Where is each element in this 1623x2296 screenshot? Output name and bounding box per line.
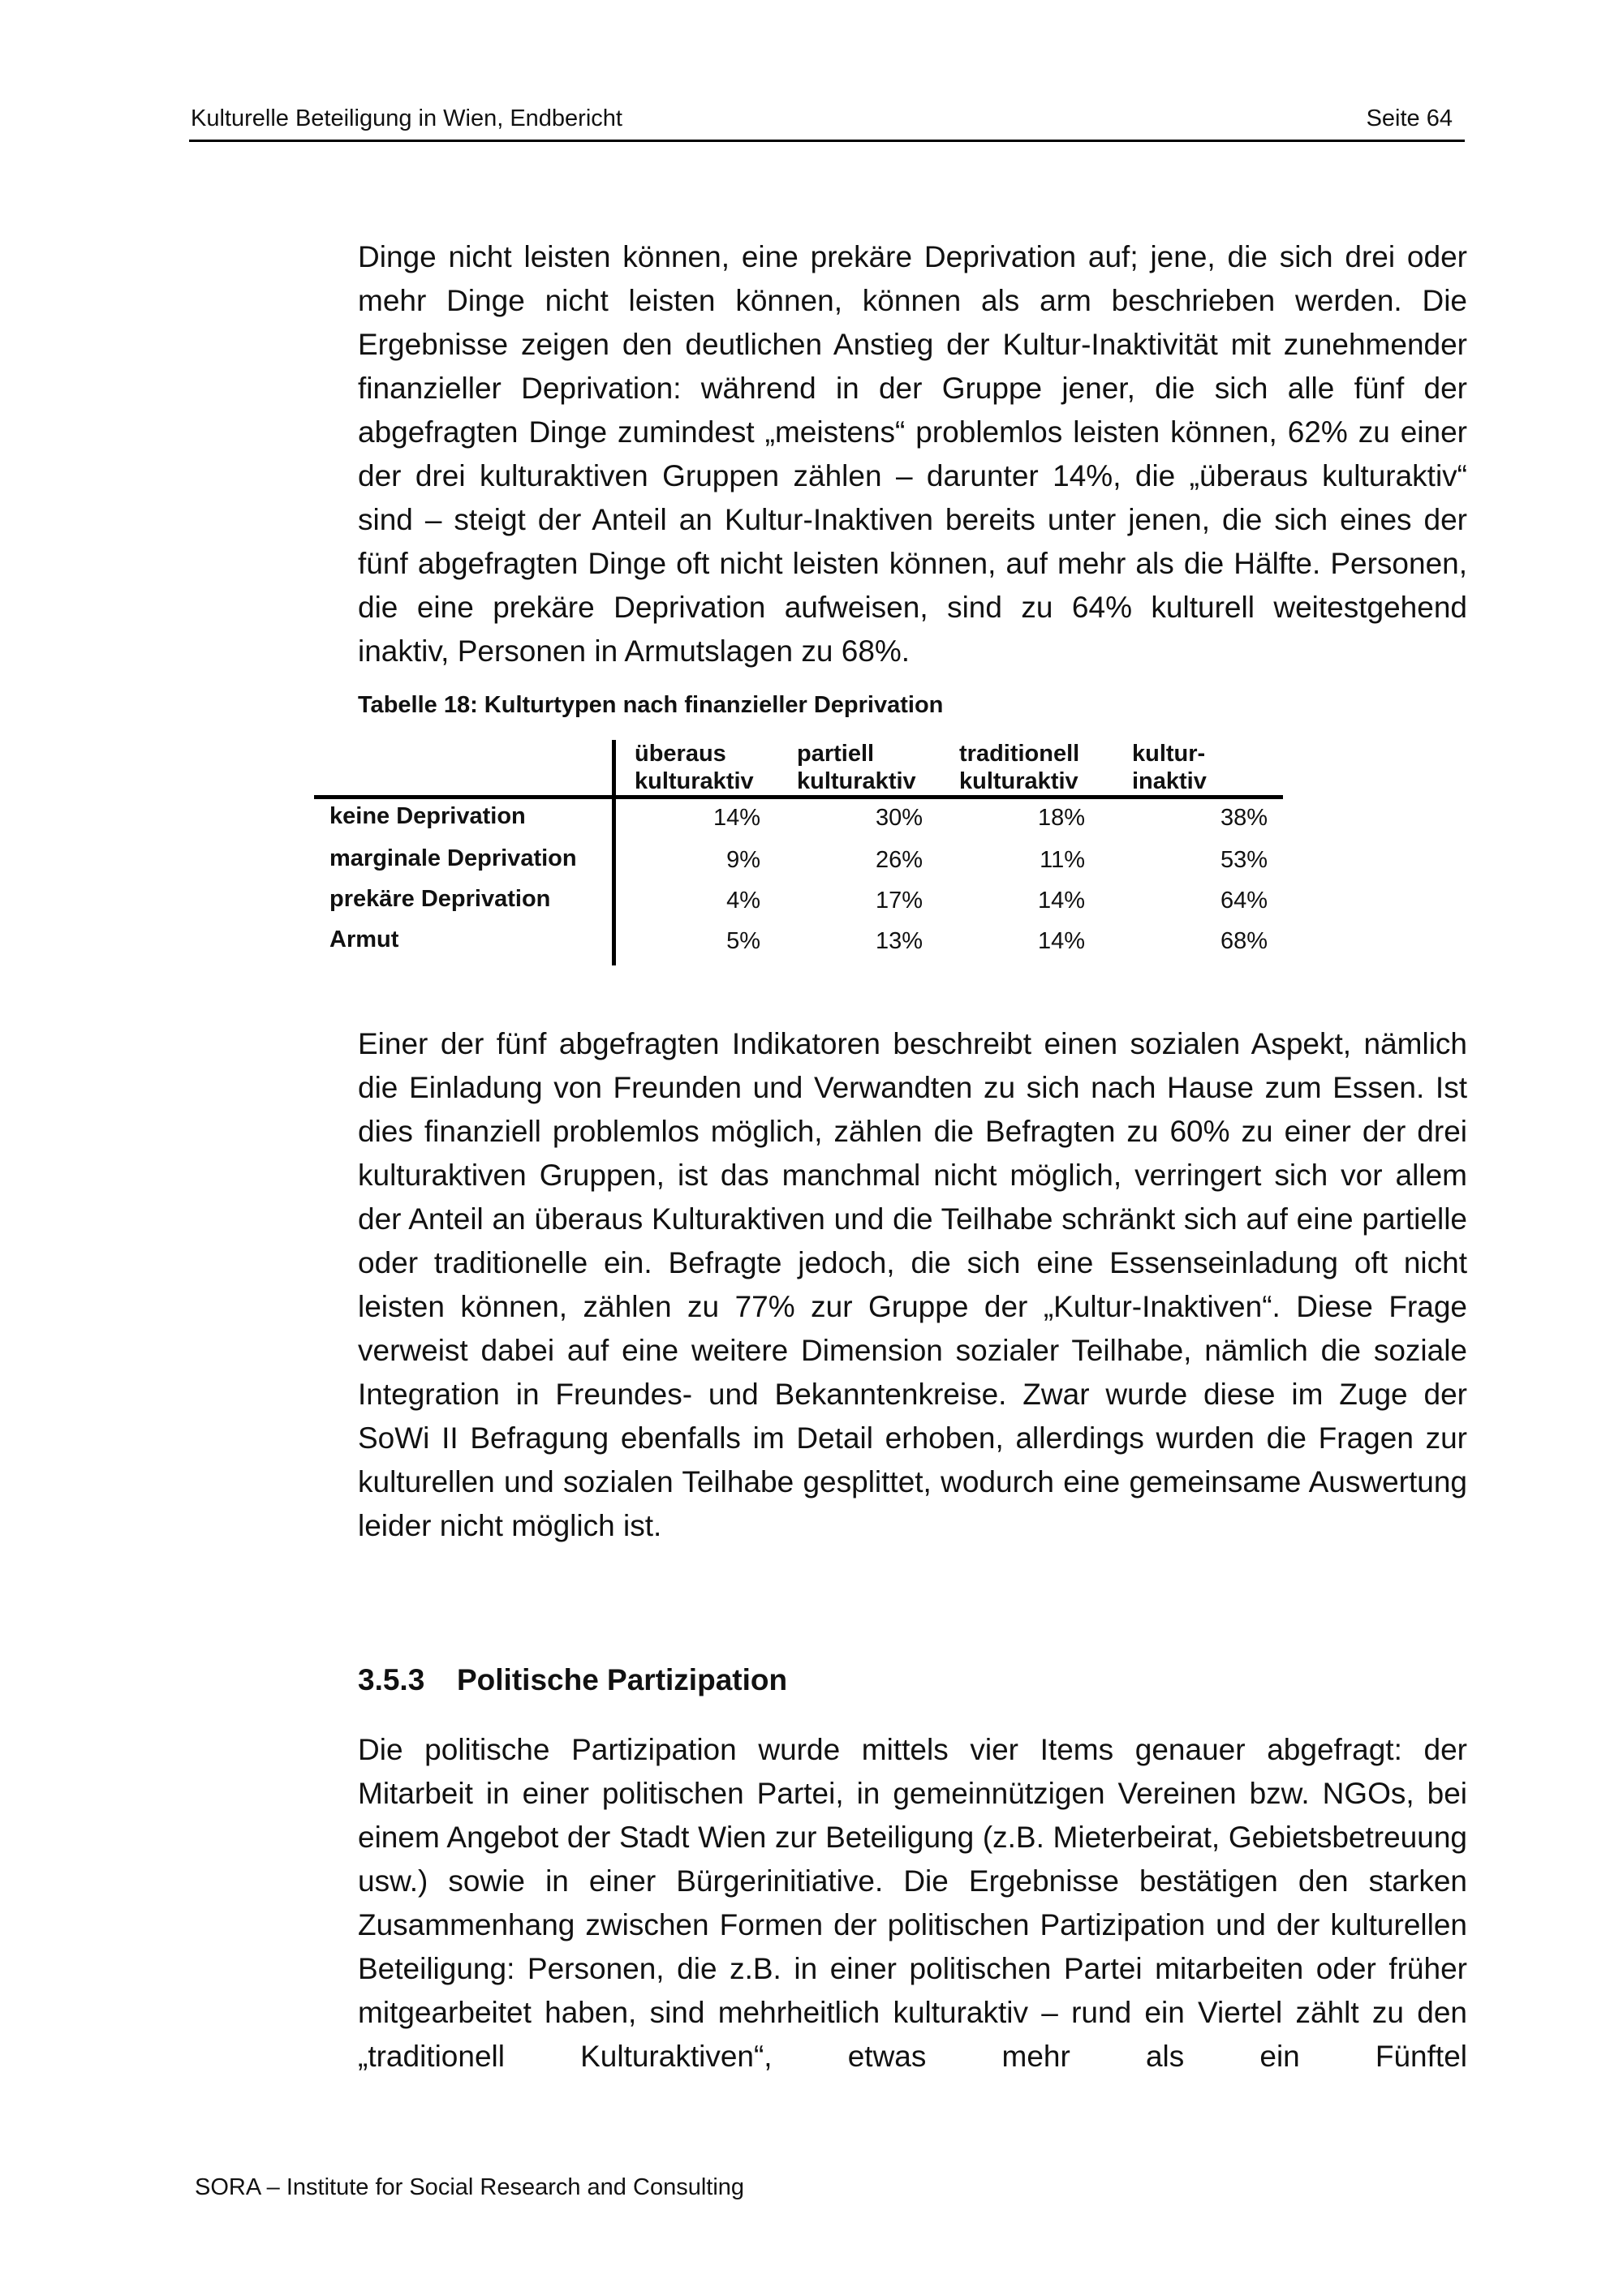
paragraph-deprivation (358, 235, 1467, 673)
row-label-keine: keine Deprivation (329, 803, 526, 829)
table-header-rule (314, 795, 1283, 799)
table-cell: 30% (875, 805, 923, 831)
page-footer: SORA – Institute for Social Research and Consulting (195, 2174, 745, 2200)
table-cell: 4% (726, 888, 760, 914)
table-cell: 17% (875, 888, 923, 914)
column-header-line: kulturaktiv (959, 768, 1078, 794)
column-header-line: inaktiv (1132, 768, 1207, 794)
table-cell: 13% (875, 928, 923, 954)
section-number: 3.5.3 (358, 1663, 425, 1696)
table-cell: 26% (875, 847, 923, 873)
column-header-line: kultur- (1132, 741, 1206, 767)
section-heading (358, 1663, 787, 1697)
paragraph-political-participation (358, 1728, 1467, 2079)
column-header-traditionell (959, 740, 1079, 795)
table-cell: 5% (726, 928, 760, 954)
column-header-line: überaus (635, 741, 726, 767)
page-header (189, 104, 1465, 142)
table-cell: 64% (1220, 888, 1268, 914)
table-cell: 14% (712, 805, 760, 831)
column-header-line: traditionell (959, 741, 1080, 767)
table-kulturtypen (314, 738, 1283, 967)
table-vertical-rule (612, 740, 616, 965)
row-label-marginale: marginale Deprivation (329, 845, 577, 871)
column-header-partiell (797, 740, 916, 795)
paragraph-social-aspect (358, 1022, 1467, 1548)
row-label-armut: Armut (329, 927, 399, 952)
document-title: Kulturelle Beteiligung in Wien, Endbericht (191, 105, 622, 131)
paragraph-text: Einer der fünf abgefragten Indikatoren beschreibt einen sozialen Aspekt, nämlich die Einladung von Freunden und Verwandten zu sich nach Hause zum Essen. Ist dies finanziell problemlos möglich, zählen die Befragten zu 60% zu einer der drei kulturaktiven Gruppen, ist das manchmal nicht möglich, verringert sich vor allem der Anteil an überaus Kulturaktiven und die Teilhabe schränkt sich auf eine partielle oder traditionelle ein. Befragte jedoch, die sich eine Essenseinladung oft nicht leisten können, zählen zu 77% zur Gruppe der „Kultur-Inaktiven“. Diese Frage verweist dabei auf eine weitere Dimension sozialer Teilhabe, nämlich die soziale Integration in Freundes- und Bekanntenkreise. Zwar wurde diese im Zuge der SoWi II Befragung ebenfalls im Detail erhoben, allerdings wurden die Fragen zur kulturellen und sozialen Teilhabe gesplittet, wodurch eine gemeinsame Auswertung leider nicht möglich ist. (358, 1027, 1467, 1542)
table-cell: 9% (726, 847, 760, 873)
paragraph-text: Die politische Partizipation wurde mittels vier Items genauer abgefragt: der Mitarbeit in einer politischen Partei, in gemeinnützigen Vereinen bzw. NGOs, bei einem Angebot der Stadt Wien zur Beteiligung (z.B. Mieterbeirat, Gebietsbetreuung usw.) sowie in einer Bürgerinitiative. Die Ergebnisse bestätigen den starken Zusammenhang zwischen Formen der politischen Partizipation und der kulturellen Beteiligung: Personen, die z.B. in einer politischen Partei mitarbeiten oder früher mitgearbeitet haben, sind mehrheitlich kulturaktiv – rund ein Viertel zählt zu den „traditionell Kulturaktiven“, etwas mehr als ein Fünftel (358, 1733, 1467, 2073)
column-header-line: kulturaktiv (635, 768, 754, 794)
table-cell: 53% (1220, 847, 1268, 873)
column-header-line: partiell (797, 741, 875, 767)
table-cell: 14% (1037, 928, 1085, 954)
table-cell: 14% (1037, 888, 1085, 914)
table-cell: 38% (1220, 805, 1268, 831)
table-cell: 68% (1220, 928, 1268, 954)
column-header-line: kulturaktiv (797, 768, 916, 794)
paragraph-text: Dinge nicht leisten können, eine prekäre Deprivation auf; jene, die sich drei oder mehr Dinge nicht leisten können, können als arm beschrieben werden. Die Ergebnisse zeigen den deutlichen Anstieg der Kultur-Inaktivität mit zunehmender finanzieller Deprivation: während in der Gruppe jener, die sich alle fünf der abgefragten Dinge zumindest „meistens“ problemlos leisten können, 62% zu einer der drei kulturaktiven Gruppen zählen – darunter 14%, die „überaus kulturaktiv“ sind – steigt der Anteil an Kultur-Inaktiven bereits unter jenen, die sich eines der fünf abgefragten Dinge oft nicht leisten können, auf mehr als die Hälfte. Personen, die eine prekäre Deprivation aufweisen, sind zu 64% kulturell weitestgehend inaktiv, Personen in Armutslagen zu 68%. (358, 240, 1467, 668)
section-title: Politische Partizipation (457, 1663, 788, 1696)
row-label-prekaere: prekäre Deprivation (329, 886, 551, 912)
page-number: Seite 64 (1366, 105, 1453, 131)
table-cell: 18% (1037, 805, 1085, 831)
column-header-ueberaus (635, 740, 754, 795)
table-cell: 11% (1040, 847, 1085, 873)
table-caption: Tabelle 18: Kulturtypen nach finanzieller Deprivation (358, 692, 944, 718)
column-header-inaktiv (1132, 740, 1207, 795)
